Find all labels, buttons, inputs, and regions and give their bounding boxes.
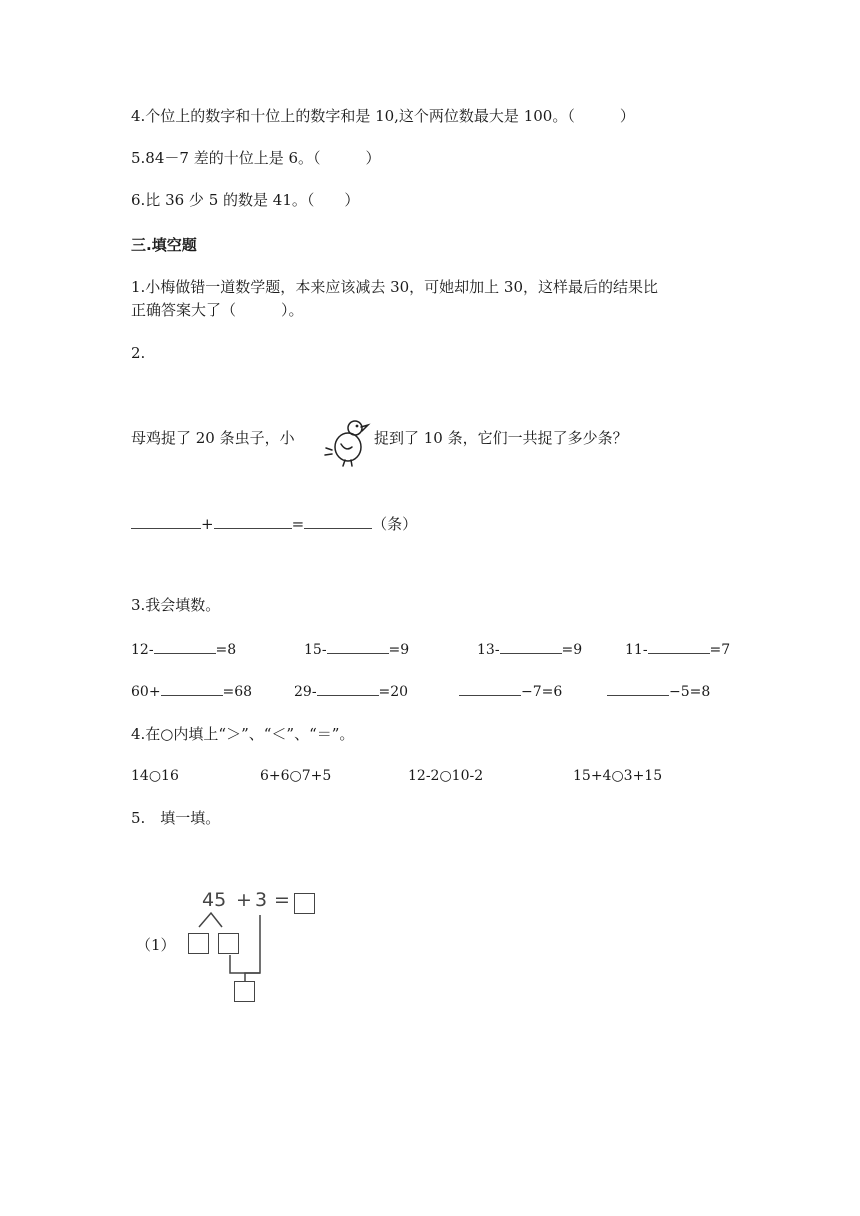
fill-q3-item: 12- =8 (131, 639, 236, 660)
fill-q3-item: 13- =9 (477, 639, 582, 660)
fill-q2-text-b: 捉到了 10 条，它们一共捉了多少条？ (374, 429, 628, 447)
compare-item: 15+4○3+15 (573, 768, 663, 784)
plus-sign: + (201, 515, 214, 533)
answer-blank[interactable] (607, 681, 669, 696)
fill-q3-item: 11- =7 (625, 639, 730, 660)
answer-blank[interactable] (500, 639, 562, 654)
answer-box[interactable] (234, 981, 255, 1002)
answer-blank[interactable] (214, 514, 292, 529)
answer-box[interactable] (218, 933, 239, 954)
answer-blank[interactable] (327, 639, 389, 654)
judge-q6: 6.比 36 少 5 的数是 41。（ ） (131, 191, 360, 209)
answer-blank[interactable] (317, 681, 379, 696)
chick-icon (318, 414, 374, 468)
answer-blank[interactable] (648, 639, 710, 654)
answer-blank[interactable] (131, 514, 201, 529)
plus-sign: + (236, 889, 252, 911)
fill-q2-number: 2. (131, 344, 146, 362)
judge-q5: 5.84－7 差的十位上是 6。（ ） (131, 149, 381, 167)
compare-item: 14○16 (131, 768, 179, 784)
equals-sign: = (291, 515, 305, 533)
number-3: 3 (255, 889, 268, 911)
number-45: 45 (202, 889, 227, 911)
equals-sign: = (274, 889, 290, 911)
unit-label: （条） (372, 515, 418, 533)
fill-q3-item: 60+ =68 (131, 681, 252, 702)
compare-item: 12-2○10-2 (408, 768, 484, 784)
section-title: 三.填空题 (131, 236, 197, 254)
answer-blank[interactable] (154, 639, 216, 654)
fill-q3-item: 29- =20 (294, 681, 408, 702)
sub-question-label: （1） (136, 936, 176, 954)
answer-blank[interactable] (161, 681, 223, 696)
fill-q3-title: 3.我会填数。 (131, 596, 221, 614)
fill-q5-title: 5. 填一填。 (131, 809, 221, 827)
answer-box[interactable] (188, 933, 209, 954)
fill-q3-item: −7=6 (459, 681, 562, 702)
fill-q3-item: 15- =9 (304, 639, 409, 660)
fill-q1-line2: 正确答案大了（ ）。 (131, 301, 304, 319)
fill-q2-text-a: 母鸡捉了 20 条虫子，小 (131, 429, 295, 447)
judge-q4: 4.个位上的数字和十位上的数字和是 10,这个两位数最大是 100。（ ） (131, 107, 635, 125)
fill-q1-line1: 1.小梅做错一道数学题，本来应该减去 30，可她却加上 30，这样最后的结果比 (131, 278, 659, 296)
compare-item: 6+6○7+5 (260, 768, 332, 784)
answer-blank[interactable] (304, 514, 372, 529)
fill-q3-item: −5=8 (607, 681, 710, 702)
fill-q2-equation (131, 514, 417, 534)
answer-blank[interactable] (459, 681, 521, 696)
fill-q4-title: 4.在○内填上“＞”、“＜”、“＝”。 (131, 725, 355, 743)
decomposition-diagram (136, 885, 336, 1010)
